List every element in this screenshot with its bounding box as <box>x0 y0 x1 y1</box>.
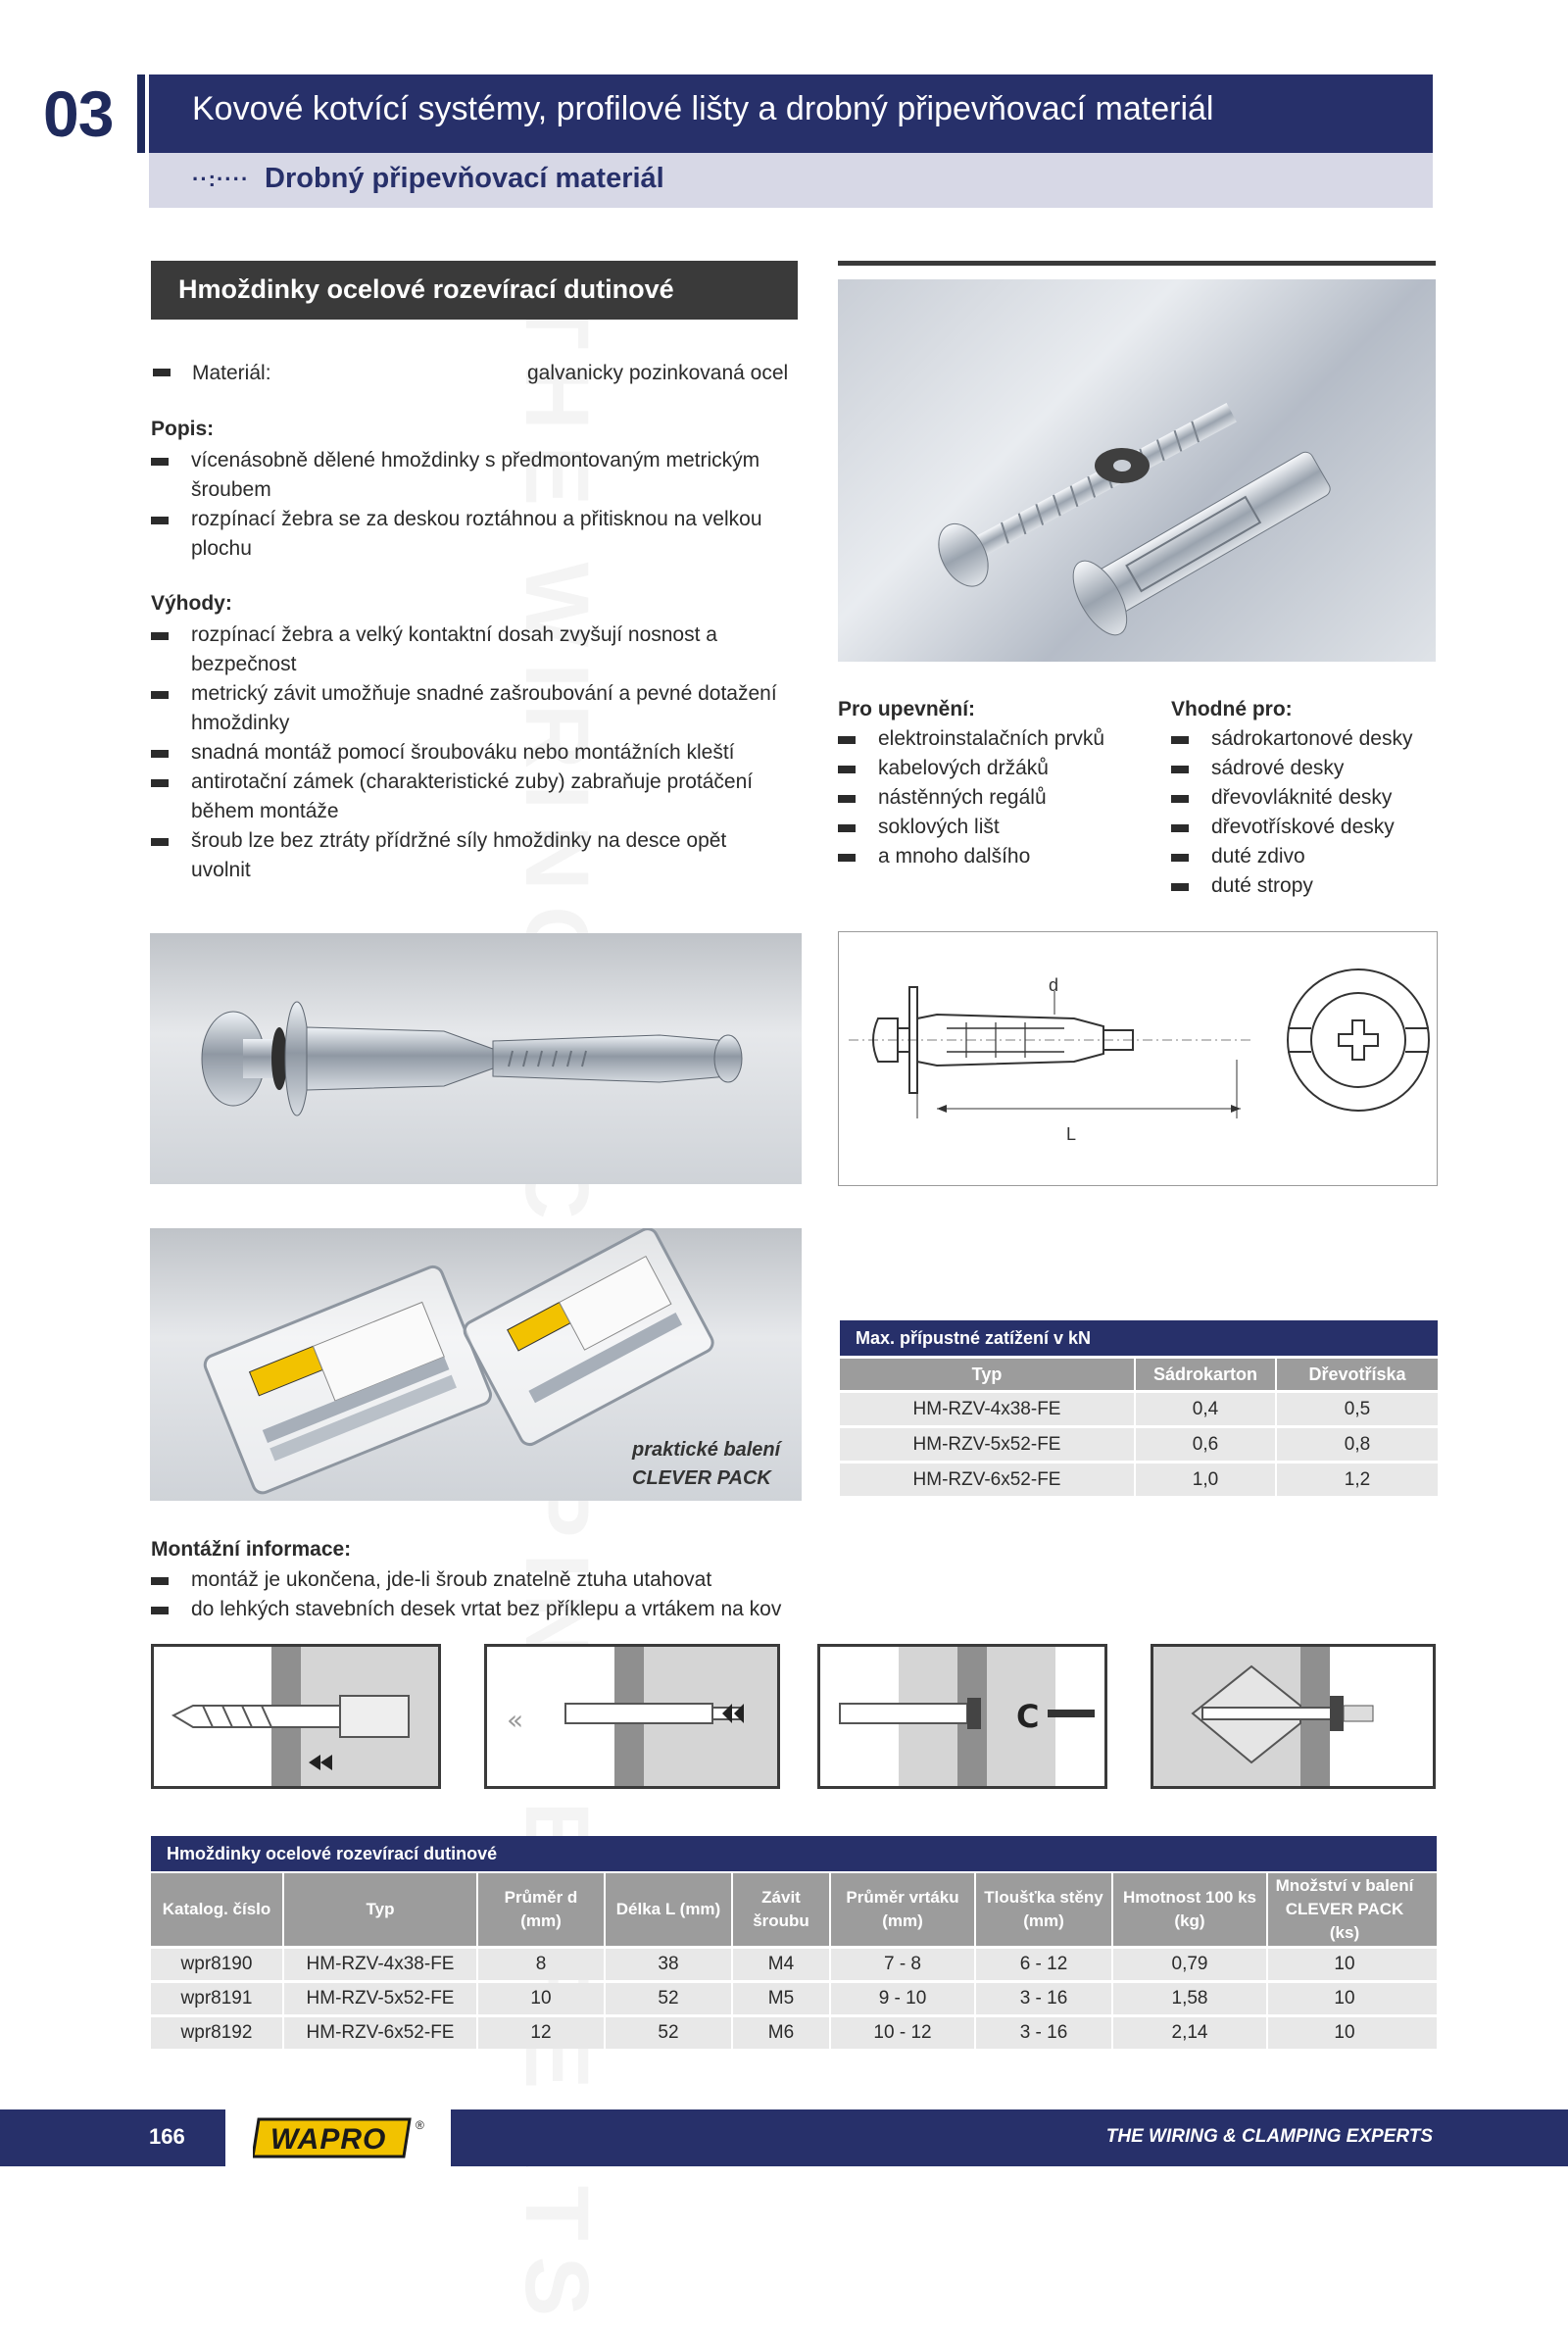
clever-pack-caption-line1: praktické balení <box>632 1439 781 1461</box>
list-item-text: rozpínací žebra a velký kontaktní dosah zvyšují nosnost a bezpečnost <box>191 623 717 675</box>
diagram-label-d: d <box>1049 975 1059 995</box>
list-item <box>151 738 778 768</box>
install-step-4 <box>1151 1644 1436 1789</box>
table-cell: 6 - 12 <box>1019 1954 1068 1974</box>
list-item-text: duté zdivo <box>1211 845 1305 868</box>
list-item-text: vícenásobně dělené hmoždinky s předmontovaným metrickým šroubem <box>191 449 760 501</box>
material-row <box>153 359 271 388</box>
list-item-text: rozpínací žebra se za deskou roztáhnou a přitisknou na velkou plochu <box>191 508 762 560</box>
list-item-text: elektroinstalačních prvků <box>878 727 1105 750</box>
list-item <box>151 679 778 738</box>
bullet-icon <box>838 795 856 803</box>
list-item-text: antirotační zámek (charakteristické zuby) zabraňuje protáčení během montáže <box>191 770 754 822</box>
expanded-anchor-step-illustration <box>1153 1647 1433 1786</box>
table-cell: 0,6 <box>1192 1434 1219 1455</box>
tighten-screw-step-illustration <box>820 1647 1104 1786</box>
bullet-icon <box>1171 795 1189 803</box>
page-number: 166 <box>149 2124 185 2149</box>
wapro-logo-text: WAPRO <box>270 2123 387 2156</box>
list-item-text: sádrové desky <box>1211 757 1345 779</box>
material-value: galvanicky pozinkovaná ocel <box>527 362 789 384</box>
table-cell: wpr8191 <box>180 1988 253 2009</box>
table-cell: 2,14 <box>1171 2022 1208 2043</box>
header-cell: Průměr d (mm) <box>504 1888 578 1930</box>
table-cell: wpr8192 <box>180 2022 253 2043</box>
table-cell: M6 <box>767 2022 795 2043</box>
list-item-text: nástěnných regálů <box>878 786 1047 809</box>
list-item <box>838 783 1161 813</box>
list-item <box>838 754 1161 783</box>
technical-diagram <box>838 931 1438 1186</box>
table-cell: 3 - 16 <box>1019 1988 1068 2009</box>
table-cell: 10 <box>1334 2022 1355 2043</box>
table-cell: 52 <box>658 2022 679 2043</box>
table-cell: M5 <box>767 1988 795 2009</box>
list-item <box>1171 783 1446 813</box>
list-item <box>151 1565 857 1595</box>
list-item <box>151 505 817 564</box>
table-cell: 10 <box>1334 1954 1355 1974</box>
table-cell: 38 <box>658 1954 679 1974</box>
anchor-side-illustration <box>150 933 802 1184</box>
table-cell: 10 <box>530 1988 552 2009</box>
diagram-label-L: L <box>1066 1124 1077 1144</box>
table-cell: 12 <box>530 2022 552 2043</box>
load-table <box>840 1359 1438 1496</box>
list-item <box>151 768 778 826</box>
bullet-icon <box>838 736 856 744</box>
svg-text:«: « <box>507 1704 524 1736</box>
list-item <box>838 842 1161 871</box>
bullet-icon <box>151 458 169 466</box>
table-cell: 0,4 <box>1192 1399 1219 1419</box>
bullet-icon <box>153 369 171 376</box>
bullet-icon <box>151 779 169 787</box>
footer-tagline: THE WIRING & CLAMPING EXPERTS <box>1105 2126 1433 2147</box>
anchor-bolt-illustration <box>838 279 1436 662</box>
header-cell: Průměr vrtáku (mm) <box>846 1888 959 1930</box>
bullet-icon <box>151 838 169 846</box>
list-item <box>151 620 778 679</box>
list-item <box>151 446 817 505</box>
insert-anchor-step-illustration <box>487 1647 777 1786</box>
montaz-list <box>151 1565 857 1624</box>
product-table-body <box>151 1949 1437 2052</box>
subtitle: Drobný připevňovací materiál <box>265 163 664 194</box>
list-item <box>1171 871 1446 901</box>
header-cell: Typ <box>971 1364 1003 1384</box>
table-cell: 10 - 12 <box>873 2022 932 2043</box>
header-cell: Závit šroubu <box>753 1888 809 1930</box>
install-step-3 <box>817 1644 1107 1789</box>
section-title: Hmoždinky ocelové rozevírací dutinové <box>178 274 674 304</box>
table-cell: 10 <box>1334 1988 1355 2009</box>
montaz-heading: Montážní informace: <box>151 1538 352 1561</box>
material-label: Materiál: <box>192 362 271 384</box>
header-cell: Sádrokarton <box>1152 1364 1258 1384</box>
list-item <box>151 826 778 885</box>
list-item-text: šroub lze bez ztráty přídržné síly hmoždinky na desce opět uvolnit <box>191 829 727 881</box>
list-item <box>838 724 1161 754</box>
header-cell: Katalog. číslo <box>162 1900 271 1918</box>
table-cell: 0,8 <box>1344 1434 1371 1455</box>
bullet-icon <box>151 1607 169 1614</box>
table-cell: HM-RZV-5x52-FE <box>306 1988 455 2009</box>
table-cell: 9 - 10 <box>878 1988 927 2009</box>
list-item-text: sádrokartonové desky <box>1211 727 1413 750</box>
popis-list <box>151 446 817 564</box>
list-item <box>151 1595 857 1624</box>
clever-pack-caption-line2: CLEVER PACK <box>632 1467 771 1489</box>
vyhody-list <box>151 620 778 885</box>
pro-upevneni-heading: Pro upevnění: <box>838 698 976 720</box>
table-cell: HM-RZV-6x52-FE <box>912 1469 1061 1490</box>
table-cell: wpr8190 <box>180 1954 253 1974</box>
table-cell: 0,79 <box>1171 1954 1208 1974</box>
header-cell: Dřevotříska <box>1308 1364 1406 1384</box>
vyhody-heading: Výhody: <box>151 592 232 615</box>
list-item-text: do lehkých stavebních desek vrtat bez příklepu a vrtákem na kov <box>191 1598 782 1620</box>
list-item-text: a mnoho dalšího <box>878 845 1031 868</box>
photo-top-rule <box>838 261 1436 266</box>
registered-mark: ® <box>416 2118 424 2132</box>
drilling-step-illustration <box>154 1647 438 1786</box>
bullet-icon <box>151 517 169 524</box>
anchor-side-photo <box>150 933 802 1184</box>
product-table <box>151 1873 1437 1946</box>
wapro-logo-graphic <box>253 2113 449 2162</box>
bullet-icon <box>1171 883 1189 891</box>
bullet-icon <box>1171 766 1189 773</box>
bullet-icon <box>1171 736 1189 744</box>
svg-text:C: C <box>1016 1698 1040 1735</box>
list-item-text: dřevovláknité desky <box>1211 786 1393 809</box>
list-item-text: soklových lišt <box>878 816 1000 838</box>
list-item-text: metrický závit umožňuje snadné zašroubování a pevné dotažení hmoždinky <box>191 682 777 734</box>
table-row <box>840 1428 1438 1461</box>
list-item <box>1171 842 1446 871</box>
table-cell: M4 <box>767 1954 795 1974</box>
bullet-icon <box>151 691 169 699</box>
bullet-icon <box>1171 824 1189 832</box>
popis-heading: Popis: <box>151 418 215 440</box>
anchor-technical-drawing <box>839 932 1437 1185</box>
header-cell: Tloušťka stěny (mm) <box>984 1888 1103 1930</box>
vhodne-pro-heading: Vhodné pro: <box>1171 698 1293 720</box>
table-cell: 1,2 <box>1344 1469 1371 1490</box>
table-cell: 52 <box>658 1988 679 2009</box>
vhodne-pro-list <box>1171 724 1446 901</box>
table-cell: 7 - 8 <box>883 1954 922 1974</box>
table-cell: 8 <box>535 1954 547 1974</box>
table-cell: HM-RZV-5x52-FE <box>912 1434 1061 1455</box>
chapter-divider <box>137 74 145 153</box>
product-table-title: Hmoždinky ocelové rozevírací dutinové <box>151 1836 1437 1871</box>
table-row <box>840 1464 1438 1496</box>
table-cell: 3 - 16 <box>1019 2022 1068 2043</box>
product-photo <box>838 279 1436 662</box>
bullet-icon <box>151 632 169 640</box>
list-item-text: kabelových držáků <box>878 757 1049 779</box>
header-cell: Množství v balení CLEVER PACK (ks) <box>1275 1876 1414 1942</box>
list-item <box>1171 754 1446 783</box>
list-item-text: duté stropy <box>1211 874 1313 897</box>
table-cell: HM-RZV-4x38-FE <box>912 1399 1061 1419</box>
list-item <box>1171 813 1446 842</box>
wapro-logo <box>253 2113 424 2162</box>
bullet-icon <box>1171 854 1189 862</box>
chapter-number: 03 <box>43 77 114 150</box>
list-item <box>838 813 1161 842</box>
table-cell: 0,5 <box>1344 1399 1371 1419</box>
bullet-icon <box>838 824 856 832</box>
pro-upevneni-list <box>838 724 1161 871</box>
load-table-title: Max. přípustné zatížení v kN <box>840 1320 1438 1356</box>
bullet-icon <box>151 750 169 758</box>
list-item <box>1171 724 1446 754</box>
bullet-icon <box>838 766 856 773</box>
bullet-icon <box>838 854 856 862</box>
table-cell: 1,58 <box>1171 1988 1208 2009</box>
install-step-2 <box>484 1644 780 1789</box>
table-cell: HM-RZV-4x38-FE <box>306 1954 455 1974</box>
table-row <box>151 1983 1437 2014</box>
table-cell: 1,0 <box>1192 1469 1219 1490</box>
list-item-text: snadná montáž pomocí šroubováku nebo montážních kleští <box>191 741 735 764</box>
header-cell: Délka L (mm) <box>615 1900 721 1918</box>
install-step-1 <box>151 1644 441 1789</box>
subtitle-dots-icon: ··:···· <box>192 167 250 191</box>
bullet-icon <box>151 1577 169 1585</box>
load-table-header <box>840 1359 1438 1390</box>
table-row <box>840 1393 1438 1425</box>
table-row <box>151 1949 1437 1980</box>
table-cell: HM-RZV-6x52-FE <box>306 2022 455 2043</box>
list-item-text: montáž je ukončena, jde-li šroub znatelně ztuha utahovat <box>191 1568 712 1591</box>
table-row <box>151 2017 1437 2049</box>
header-cell: Hmotnost 100 ks (kg) <box>1122 1888 1257 1930</box>
product-table-header <box>151 1873 1437 1946</box>
chapter-title: Kovové kotvící systémy, profilové lišty a drobný připevňovací materiál <box>192 90 1214 127</box>
list-item-text: dřevotřískové desky <box>1211 816 1395 838</box>
header-cell: Typ <box>366 1900 395 1918</box>
